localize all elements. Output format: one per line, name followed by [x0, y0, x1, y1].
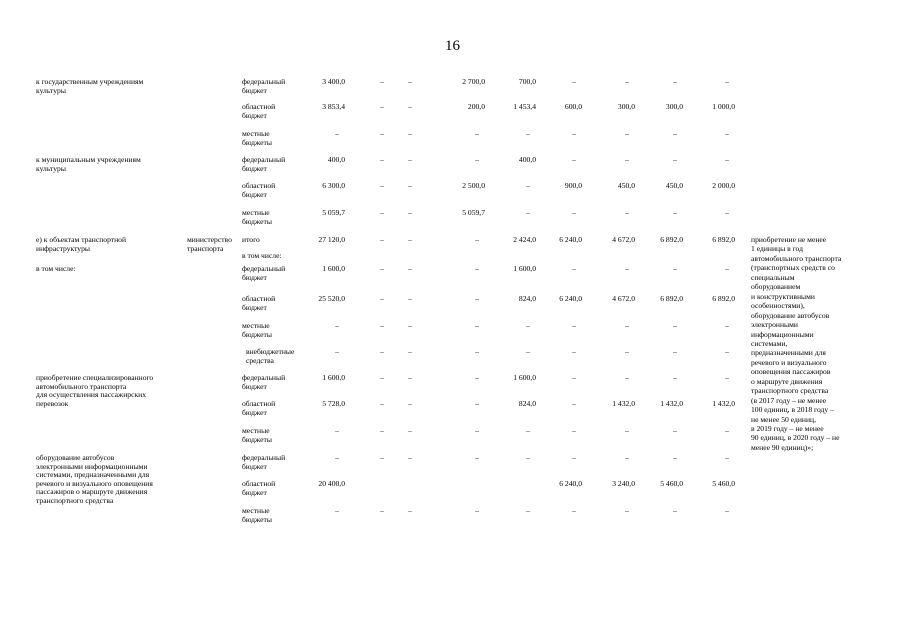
value-cell: –	[572, 321, 576, 330]
value-cell: –	[572, 399, 576, 408]
value-cell: 2 700,0	[462, 77, 485, 86]
value-cell: –	[625, 373, 629, 382]
row-title-line: инфраструктуры	[36, 243, 90, 253]
row-source-line: бюджеты	[242, 216, 272, 226]
value-cell: –	[725, 426, 729, 435]
value-cell: 25 520,0	[318, 294, 345, 303]
value-cell: –	[725, 321, 729, 330]
value-cell: –	[335, 453, 339, 462]
value-cell: –	[625, 208, 629, 217]
result-text-line: и конструктивными	[751, 291, 815, 301]
value-cell: 6 240,0	[559, 235, 582, 244]
value-cell: 6 240,0	[559, 479, 582, 488]
row-source-line: местные	[242, 321, 270, 330]
result-text-line: о маршруте движения	[751, 376, 823, 386]
value-cell: –	[572, 77, 576, 86]
value-cell: –	[475, 426, 479, 435]
value-cell: 600,0	[564, 102, 582, 111]
value-cell: –	[572, 129, 576, 138]
value-cell: –	[475, 347, 479, 356]
row-source-line: федеральный	[242, 373, 286, 382]
value-cell: –	[526, 321, 530, 330]
value-cell: –	[335, 347, 339, 356]
value-cell: –	[526, 347, 530, 356]
row-title-line: перевозок	[36, 398, 69, 408]
value-cell: 3 853,4	[322, 102, 345, 111]
value-cell: –	[572, 347, 576, 356]
value-cell: –	[625, 264, 629, 273]
value-cell: –	[725, 506, 729, 515]
value-cell: –	[673, 129, 677, 138]
row-source-line: местные	[242, 426, 270, 435]
value-cell: –	[380, 294, 384, 303]
value-cell: –	[475, 264, 479, 273]
value-cell: –	[673, 347, 677, 356]
row-title-line: в том числе:	[36, 264, 76, 273]
value-cell: –	[673, 208, 677, 217]
row-title-line: автомобильного транспорта	[36, 381, 127, 391]
value-cell: 6 300,0	[322, 181, 345, 190]
value-cell: –	[572, 506, 576, 515]
row-source-line: областной	[242, 399, 276, 408]
value-cell: –	[335, 506, 339, 515]
row-source-line: бюджет	[242, 189, 267, 199]
value-cell: –	[408, 347, 412, 356]
row-source-line: федеральный	[242, 453, 286, 462]
value-cell: 6 892,0	[660, 294, 683, 303]
result-text-line: оповещения пассажиров	[751, 367, 831, 377]
row-source-line: бюджеты	[242, 137, 272, 147]
value-cell: 1 432,0	[712, 399, 735, 408]
value-cell: –	[408, 453, 412, 462]
value-cell: –	[380, 235, 384, 244]
value-cell: –	[673, 155, 677, 164]
value-cell: –	[526, 426, 530, 435]
result-text-line: 100 единиц, в 2018 году –	[751, 405, 834, 415]
value-cell: –	[625, 453, 629, 462]
value-cell: 5 460,0	[660, 479, 683, 488]
value-cell: –	[408, 506, 412, 515]
row-title-line: транспортного средства	[36, 496, 114, 505]
row-source-line: бюджеты	[242, 514, 272, 524]
value-cell: –	[625, 129, 629, 138]
value-cell: 400,0	[327, 155, 345, 164]
result-text-line: речевого и визуального	[751, 357, 827, 367]
value-cell: –	[673, 373, 677, 382]
value-cell: –	[380, 77, 384, 86]
row-title-line: культуры	[36, 163, 66, 173]
row-source-line: местные	[242, 506, 270, 515]
value-cell: –	[572, 264, 576, 273]
row-source-line: бюджет	[242, 487, 267, 497]
value-cell: –	[380, 102, 384, 111]
result-text-line: электронными	[751, 320, 798, 330]
value-cell: –	[408, 102, 412, 111]
row-source-line: бюджет	[242, 272, 267, 282]
value-cell: –	[408, 208, 412, 217]
value-cell: 400,0	[518, 155, 536, 164]
value-cell: 900,0	[564, 181, 582, 190]
value-cell: 6 892,0	[712, 235, 735, 244]
value-cell: –	[475, 235, 479, 244]
row-source-line: бюджет	[242, 381, 267, 391]
result-text-line: предназначенными для	[751, 348, 826, 358]
value-cell: –	[625, 321, 629, 330]
value-cell: 2 000,0	[712, 181, 735, 190]
value-cell: –	[725, 453, 729, 462]
value-cell: 20 400,0	[318, 479, 345, 488]
value-cell: –	[380, 208, 384, 217]
value-cell: 4 672,0	[612, 235, 635, 244]
row-source-line: бюджет	[242, 407, 267, 417]
value-cell: –	[572, 208, 576, 217]
value-cell: 300,0	[665, 102, 683, 111]
value-cell: –	[725, 347, 729, 356]
value-cell: 1 600,0	[513, 373, 536, 382]
value-cell: –	[475, 321, 479, 330]
value-cell: –	[380, 426, 384, 435]
row-title-line: системами, предназначенными для	[36, 470, 150, 480]
row-source-line: бюджеты	[242, 434, 272, 444]
row-title-line: электронными информационными	[36, 461, 148, 471]
row-source-line: бюджет	[242, 461, 267, 471]
value-cell: 450,0	[617, 181, 635, 190]
value-cell: 1 432,0	[660, 399, 683, 408]
row-title-line: оборудование автобусов	[36, 453, 115, 462]
value-cell: –	[380, 506, 384, 515]
value-cell: 1 600,0	[322, 264, 345, 273]
value-cell: 6 892,0	[660, 235, 683, 244]
value-cell: 1 432,0	[612, 399, 635, 408]
row-executor-line: транспорта	[187, 243, 224, 253]
row-source-line: областной	[242, 294, 276, 303]
value-cell: –	[725, 264, 729, 273]
value-cell: –	[380, 373, 384, 382]
value-cell: –	[475, 399, 479, 408]
value-cell: –	[380, 321, 384, 330]
value-cell: –	[408, 373, 412, 382]
row-source-line: бюджет	[242, 85, 267, 95]
value-cell: –	[725, 77, 729, 86]
result-text-line: (транспортных средств со	[751, 263, 835, 273]
result-text-line: менее 90 единиц)»;	[751, 442, 814, 452]
value-cell: –	[408, 77, 412, 86]
result-text-line: транспортного средства	[751, 386, 829, 396]
value-cell: –	[725, 129, 729, 138]
result-text-line: информационными	[751, 329, 814, 339]
row-source-line: федеральный	[242, 264, 286, 273]
value-cell: –	[335, 321, 339, 330]
row-executor-line: министерство	[187, 235, 232, 244]
value-cell: –	[475, 155, 479, 164]
value-cell: 1 600,0	[513, 264, 536, 273]
value-cell: 1 453,4	[513, 102, 536, 111]
value-cell: –	[408, 426, 412, 435]
value-cell: –	[380, 155, 384, 164]
value-cell: –	[475, 453, 479, 462]
value-cell: –	[625, 77, 629, 86]
value-cell: –	[572, 155, 576, 164]
value-cell: –	[673, 321, 677, 330]
value-cell: –	[475, 506, 479, 515]
value-cell: 300,0	[617, 102, 635, 111]
value-cell: 3 400,0	[322, 77, 345, 86]
row-source-line: федеральный	[242, 155, 286, 164]
value-cell: 5 460,0	[712, 479, 735, 488]
value-cell: –	[475, 373, 479, 382]
row-title-line: к муниципальным учреждениям	[36, 155, 141, 164]
value-cell: 3 240,0	[612, 479, 635, 488]
row-source-line: бюджет	[242, 302, 267, 312]
row-source-line: итого	[242, 235, 260, 244]
value-cell: –	[408, 181, 412, 190]
value-cell: –	[380, 453, 384, 462]
value-cell: 2 424,0	[513, 235, 536, 244]
row-source-line: местные	[242, 129, 270, 138]
row-title-line: для осуществления пассажирских	[36, 390, 147, 400]
result-text-line: оборудование автобусов	[751, 310, 830, 320]
result-text-line: 1 единицы в год	[751, 244, 803, 254]
value-cell: –	[380, 399, 384, 408]
row-title-line: пассажиров о маршруте движения	[36, 487, 148, 497]
row-source-line: федеральный	[242, 77, 286, 86]
value-cell: –	[526, 129, 530, 138]
value-cell: –	[335, 129, 339, 138]
value-cell: –	[572, 373, 576, 382]
value-cell: –	[673, 264, 677, 273]
row-source-line: бюджет	[242, 110, 267, 120]
row-title-line: приобретение специализированного	[36, 373, 154, 382]
value-cell: –	[625, 347, 629, 356]
value-cell: –	[408, 294, 412, 303]
value-cell: 2 500,0	[462, 181, 485, 190]
value-cell: –	[673, 506, 677, 515]
row-source-line: внебюджетные	[246, 347, 295, 356]
result-text-line: в 2019 году – не менее	[751, 424, 824, 433]
result-text-line: приобретение не менее	[751, 235, 827, 244]
result-text-line: не менее 50 единиц,	[751, 414, 816, 424]
value-cell: –	[673, 77, 677, 86]
result-text-line: специальным	[751, 272, 795, 282]
value-cell: –	[572, 426, 576, 435]
value-cell: 6 240,0	[559, 294, 582, 303]
value-cell: 4 672,0	[612, 294, 635, 303]
value-cell: –	[475, 294, 479, 303]
result-text-line: оборудованием	[751, 282, 801, 292]
row-source-line: областной	[242, 181, 276, 190]
row-title-line: к государственным учреждениям	[36, 77, 144, 86]
row-source-line: местные	[242, 208, 270, 217]
row-title-line: культуры	[36, 85, 66, 95]
value-cell: –	[673, 453, 677, 462]
result-text-line: (в 2017 году – не менее	[751, 395, 827, 405]
value-cell: 824,0	[518, 399, 536, 408]
row-source-line: областной	[242, 102, 276, 111]
value-cell: 5 728,0	[322, 399, 345, 408]
row-source-line: бюджеты	[242, 329, 272, 339]
value-cell: –	[380, 181, 384, 190]
value-cell: –	[725, 373, 729, 382]
value-cell: –	[526, 453, 530, 462]
row-source-line: областной	[242, 479, 276, 488]
value-cell: –	[572, 453, 576, 462]
value-cell: 200,0	[467, 102, 485, 111]
value-cell: –	[380, 264, 384, 273]
row-source-line: в том числе:	[242, 251, 282, 260]
result-text-line: системами,	[751, 338, 788, 348]
value-cell: –	[625, 506, 629, 515]
value-cell: –	[526, 181, 530, 190]
row-source-line: средства	[246, 355, 274, 365]
value-cell: –	[408, 264, 412, 273]
value-cell: –	[625, 155, 629, 164]
value-cell: –	[625, 426, 629, 435]
value-cell: 5 059,7	[322, 208, 345, 217]
value-cell: –	[408, 129, 412, 138]
value-cell: 450,0	[665, 181, 683, 190]
value-cell: –	[335, 426, 339, 435]
value-cell: –	[408, 321, 412, 330]
value-cell: 1 600,0	[322, 373, 345, 382]
value-cell: –	[725, 208, 729, 217]
result-text-line: автомобильного транспорта	[751, 253, 842, 263]
value-cell: 5 059,7	[462, 208, 485, 217]
value-cell: 824,0	[518, 294, 536, 303]
row-title-line: е) к объектам транспортной	[36, 235, 127, 244]
value-cell: –	[526, 506, 530, 515]
value-cell: –	[380, 347, 384, 356]
row-source-line: бюджет	[242, 163, 267, 173]
value-cell: –	[408, 155, 412, 164]
value-cell: 6 892,0	[712, 294, 735, 303]
result-text-line: особенностями),	[751, 301, 805, 311]
value-cell: –	[725, 155, 729, 164]
value-cell: –	[408, 399, 412, 408]
result-text-line: 90 единиц, в 2020 году – не	[751, 433, 840, 443]
value-cell: 700,0	[518, 77, 536, 86]
row-title-line: речевого и визуального оповещения	[36, 478, 153, 488]
value-cell: –	[475, 129, 479, 138]
page-number: 16	[445, 38, 460, 54]
value-cell: –	[380, 129, 384, 138]
value-cell: –	[673, 426, 677, 435]
value-cell: –	[526, 208, 530, 217]
value-cell: 1 000,0	[712, 102, 735, 111]
value-cell: 27 120,0	[318, 235, 345, 244]
value-cell: –	[408, 235, 412, 244]
